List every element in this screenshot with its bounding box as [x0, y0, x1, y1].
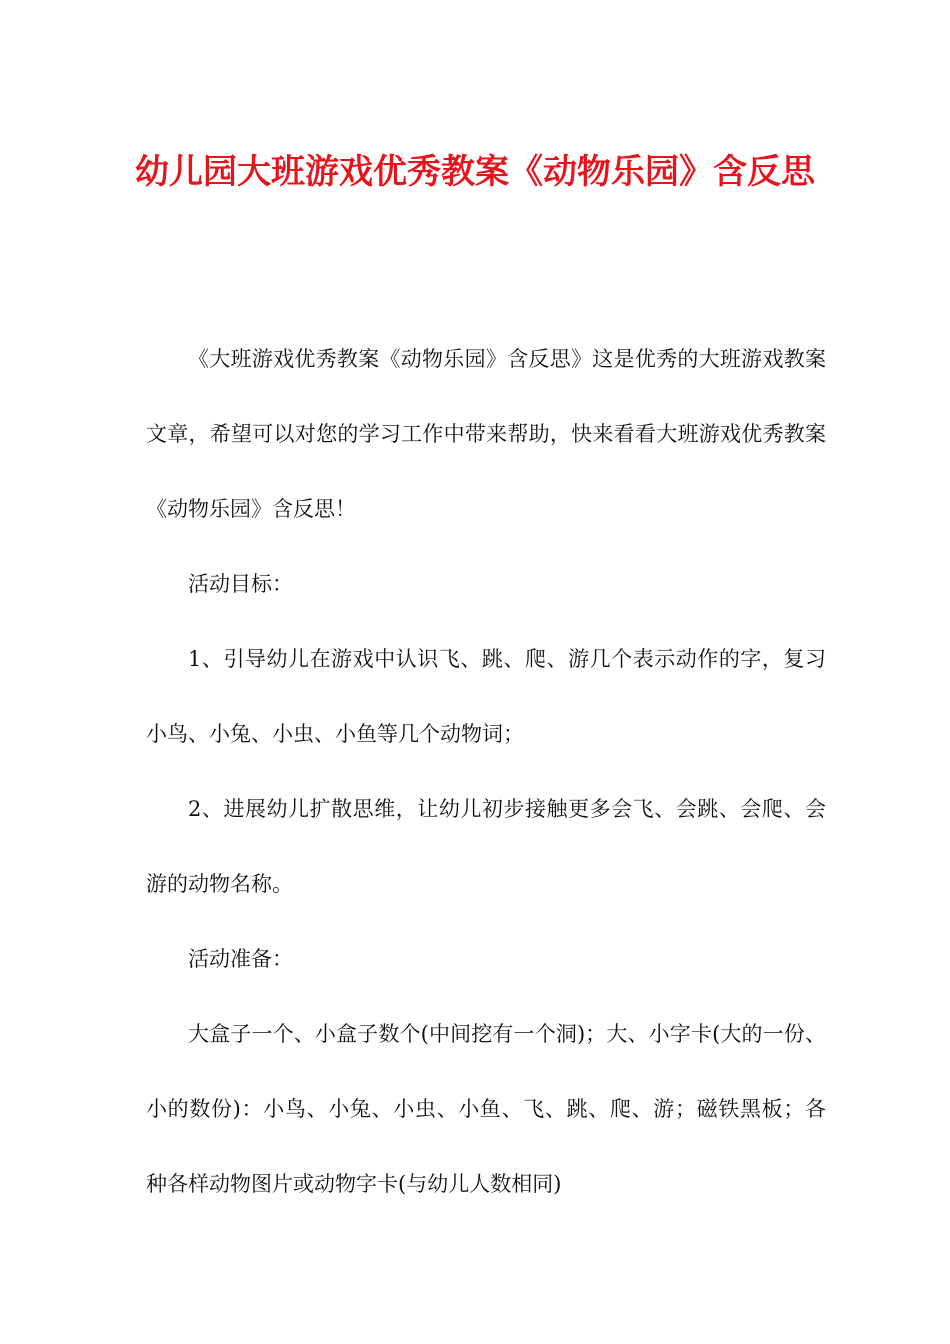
section-heading-goals: 活动目标：	[188, 572, 293, 596]
page-title: 幼儿园大班游戏优秀教案《动物乐园》含反思	[135, 152, 815, 192]
goal-item-1: 1、引导幼儿在游戏中认识飞、跳、爬、游几个表示动作的字，复习小鸟、小兔、小虫、小鱼等几个动物词；	[146, 647, 826, 746]
goal-item-2: 2、进展幼儿扩散思维，让幼儿初步接触更多会飞、会跳、会爬、会游的动物名称。	[146, 797, 826, 896]
document-body	[146, 322, 826, 1222]
section-heading-preparation: 活动准备：	[188, 947, 293, 971]
preparation-paragraph: 大盒子一个、小盒子数个(中间挖有一个洞)；大、小字卡(大的一份、小的数份)：小鸟、小兔、小虫、小鱼、飞、跳、爬、游；磁铁黑板；各种各样动物图片或动物字卡(与幼儿人数相同)	[146, 1022, 826, 1196]
intro-paragraph: 《大班游戏优秀教案《动物乐园》含反思》这是优秀的大班游戏教案文章，希望可以对您的学习工作中带来帮助，快来看看大班游戏优秀教案《动物乐园》含反思！	[146, 347, 826, 521]
